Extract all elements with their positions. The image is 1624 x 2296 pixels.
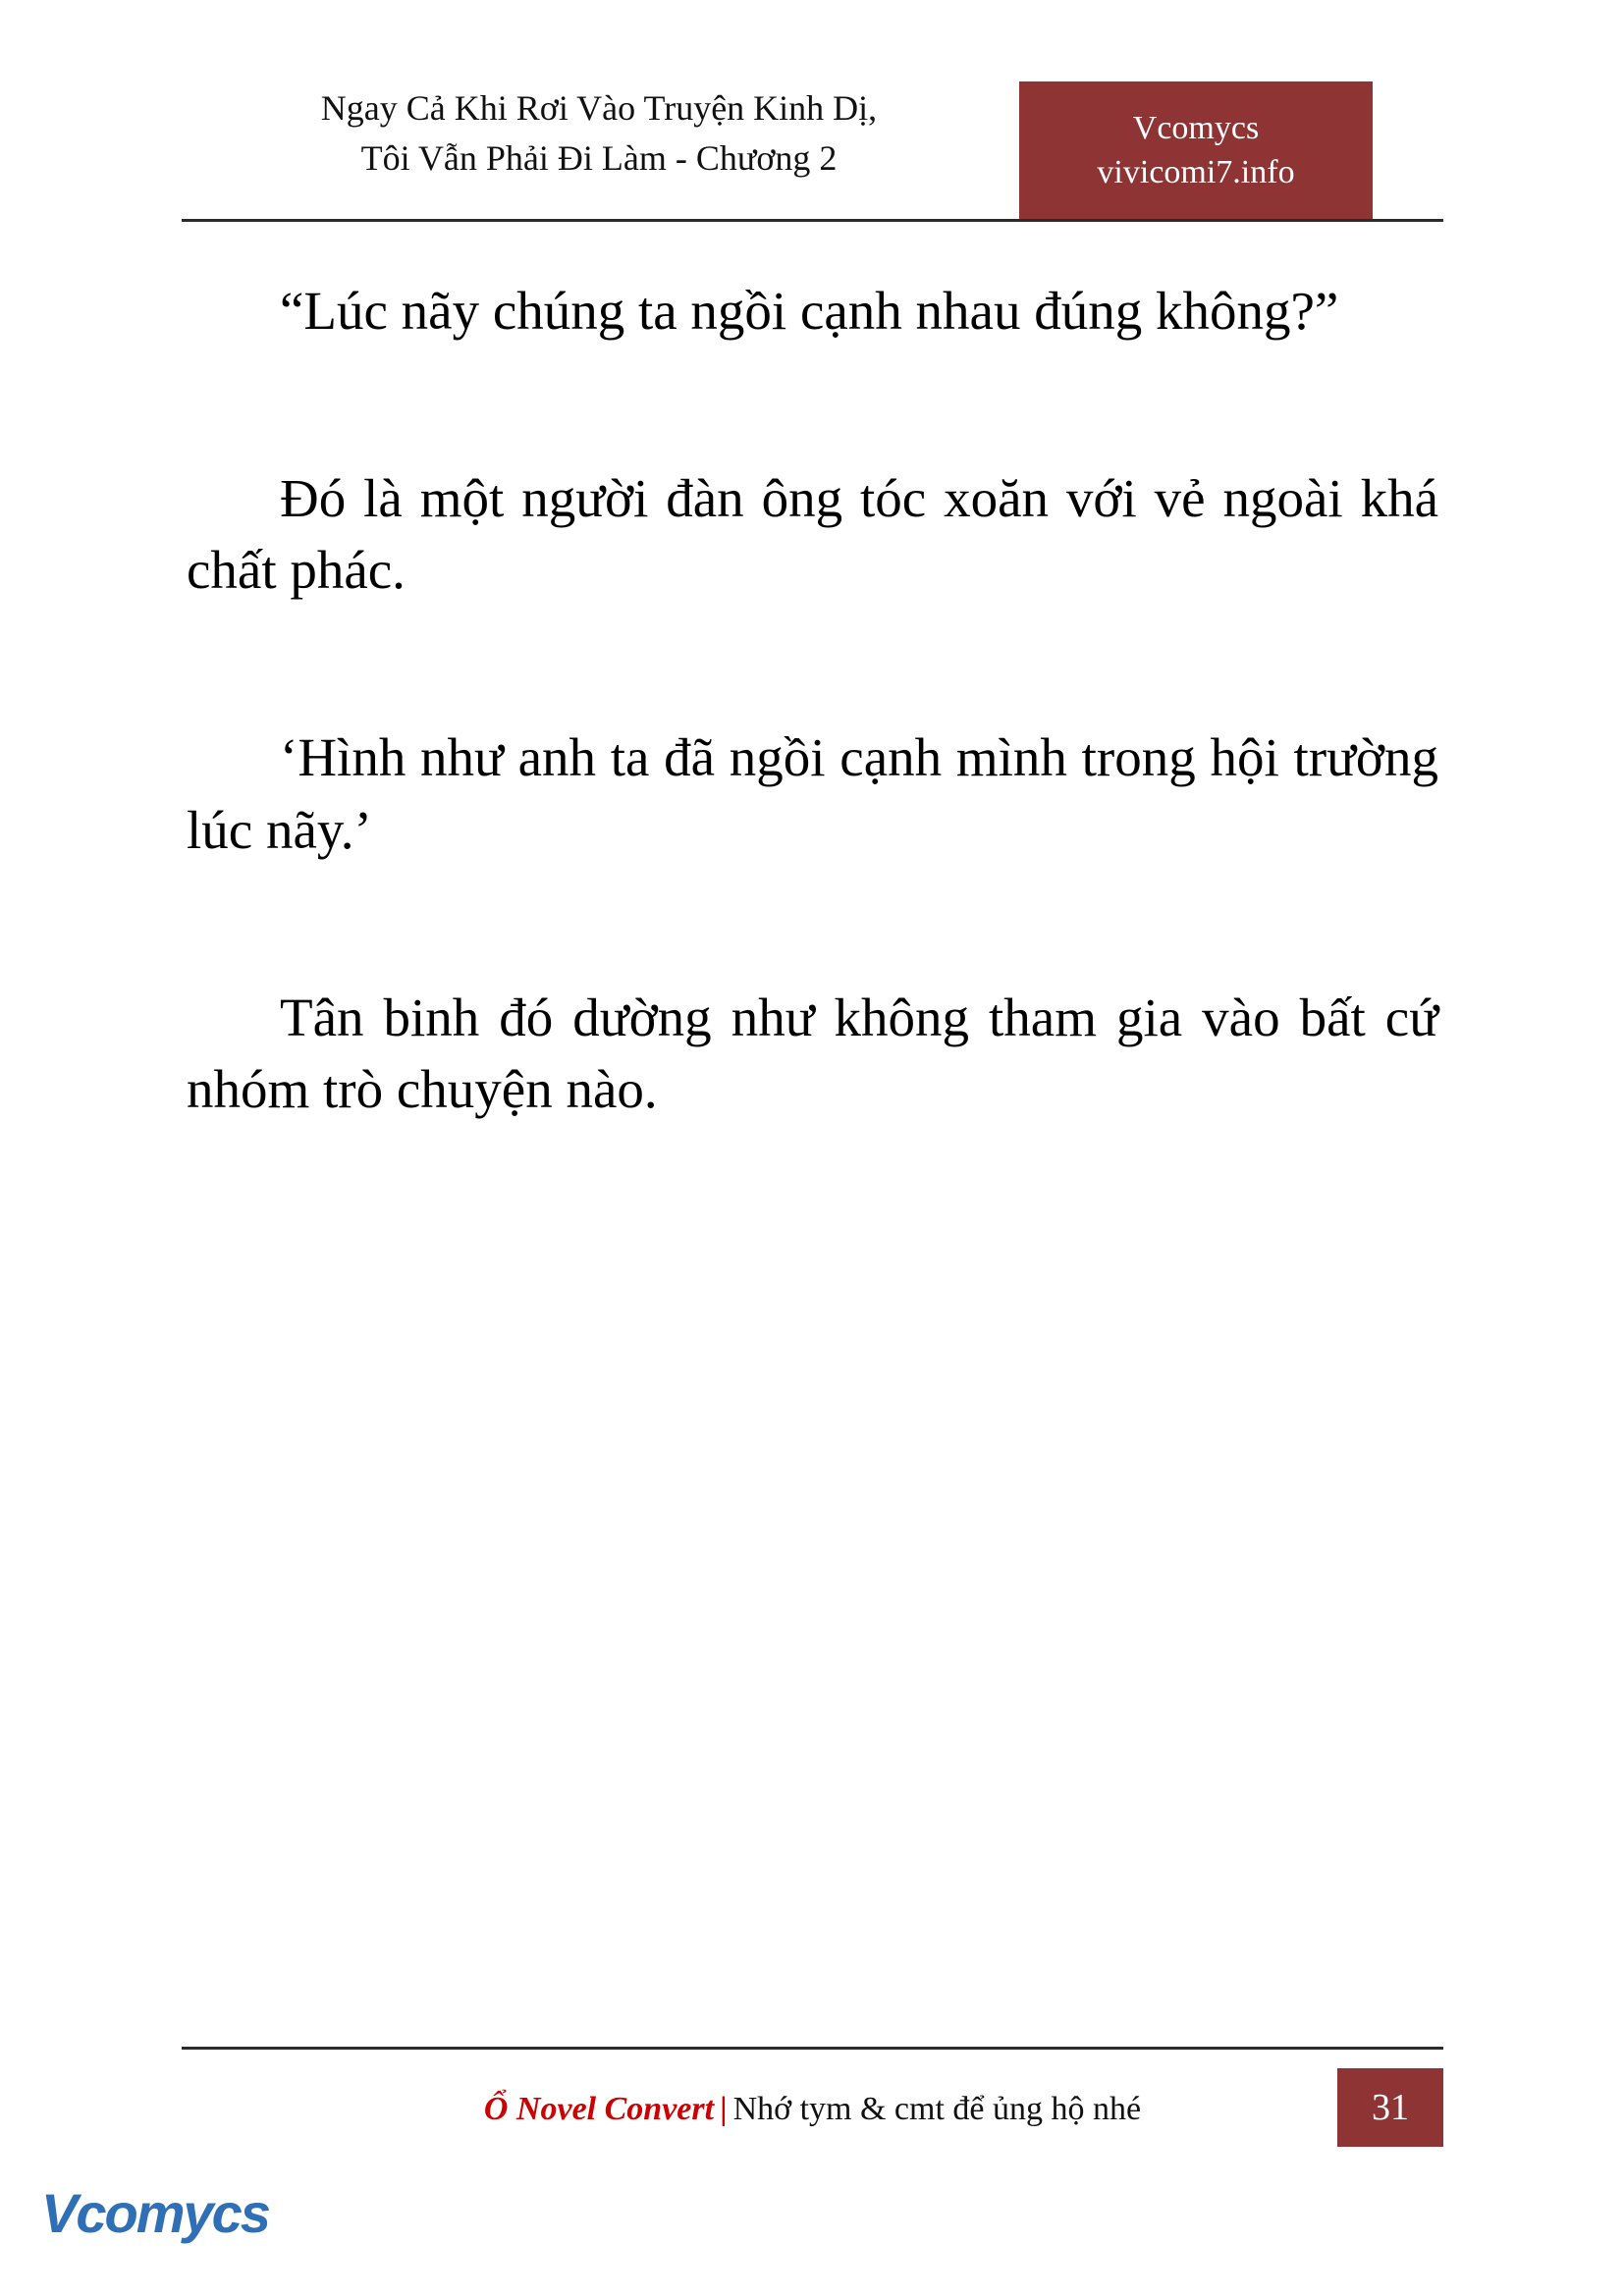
footer-content <box>182 2072 1443 2147</box>
page-number-badge: 31 <box>1337 2068 1443 2147</box>
header-divider <box>182 219 1443 222</box>
footer-text-group <box>484 2091 1141 2128</box>
site-badge-name: Vcomycs <box>1132 110 1260 147</box>
page-header <box>182 83 1443 221</box>
site-badge <box>1019 81 1373 221</box>
page-footer <box>182 2047 1443 2164</box>
site-badge-url: vivicomi7.info <box>1097 154 1295 190</box>
paragraph-4: Tân binh đó dường như không tham gia vào bất cứ nhóm trò chuyện nào. <box>187 987 1438 1119</box>
paragraph-3: ‘Hình như anh ta đã ngồi cạnh mình trong hội trường lúc nãy.’ <box>187 727 1438 860</box>
paragraph-2: Đó là một người đàn ông tóc xoăn với vẻ ngoài khá chất phác. <box>187 468 1438 601</box>
header-title-line-2: Tôi Vẫn Phải Đi Làm - Chương 2 <box>360 138 838 179</box>
footer-separator: | <box>720 2091 728 2127</box>
watermark-logo <box>41 2181 269 2266</box>
header-title <box>182 83 1016 184</box>
footer-note: Nhớ tym & cmt để ủng hộ nhé <box>732 2091 1142 2127</box>
paragraph-1: “Lúc nãy chúng ta ngồi cạnh nhau đúng không?” <box>280 281 1339 341</box>
footer-divider <box>182 2047 1443 2050</box>
header-title-line-1: Ngay Cả Khi Rơi Vào Truyện Kinh Dị, <box>320 88 878 128</box>
footer-brand: Ổ Novel Convert <box>483 2091 715 2127</box>
page-content <box>187 275 1438 1241</box>
watermark-text: Vcomycs <box>41 2182 269 2244</box>
